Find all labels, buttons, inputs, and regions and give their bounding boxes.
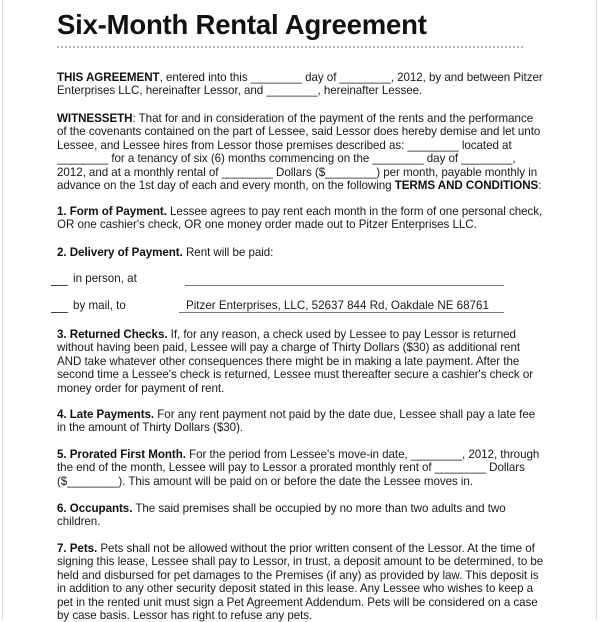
section-text: the end of the month, Lessee will pay to Lessor a prorated monthly rent of ________ Dollars — [57, 461, 525, 475]
delivery-option-in-person — [51, 272, 581, 288]
witnesseth-lead: WITNESSETH — [57, 112, 133, 125]
section-delivery-of-payment — [57, 246, 557, 259]
section-heading: 2. Delivery of Payment. — [57, 246, 183, 259]
section-heading: 5. Prorated First Month. — [57, 448, 186, 461]
section-text: money order for payment of rent. — [57, 381, 225, 395]
mail-address-field[interactable] — [179, 299, 504, 313]
section-late-payments — [57, 408, 557, 435]
section-text: If, for any reason, a check used by Lessee to pay Lessor is returned — [167, 328, 516, 341]
witnesseth-text: of the covenants contained on the part of Lessee, said Lessor does hereby demise and let unto — [57, 125, 541, 139]
witnesseth-text: : That for and in consideration of the payment of the rents and the performance — [132, 112, 534, 125]
section-text: in addition to any other security deposit stated in this lease. Any Lessee who wishes to keep a — [57, 582, 534, 596]
section-pets — [57, 542, 557, 622]
intro-text: Enterprises LLC, hereinafter Lessor, and ________, hereinafter Lessee. — [57, 84, 423, 98]
by-mail-checkbox-blank[interactable] — [51, 301, 68, 313]
terms-heading: TERMS AND CONDITIONS — [394, 179, 539, 193]
section-text: For any rent payment not paid by the date due, Lessee shall pay a late fee — [154, 408, 536, 421]
section-text: Pets shall not be allowed without the prior written consent of the Lessor. At the time of — [97, 542, 535, 555]
section-occupants — [57, 502, 557, 529]
delivery-option-by-mail — [51, 299, 581, 315]
section-text: Lessee agrees to pay rent each month in the form of one personal check, — [166, 205, 543, 218]
section-text: The said premises shall be occupied by no more than two adults and two — [132, 502, 506, 515]
title-divider — [57, 46, 523, 48]
section-text: AND take whatever other consequences there might be in making a late payment. After the — [57, 354, 520, 368]
section-heading: 7. Pets. — [57, 542, 98, 555]
section-text: ($________). This amount will be paid on or before the date the Lessee moves in. — [57, 474, 474, 488]
intro-paragraph — [57, 71, 557, 98]
section-heading: 3. Returned Checks. — [57, 328, 168, 341]
section-heading: 4. Late Payments. — [57, 408, 155, 421]
section-prorated-first-month — [57, 448, 557, 488]
section-text: signing this lease, Lessee shall pay to Lessor, in trust, a deposit amount to be determined, to be — [57, 555, 544, 569]
section-text: OR one cashier's check, OR one money order made out to Pitzer Enterprises LLC. — [57, 218, 477, 232]
section-text: in the amount of Thirty Dollars ($30). — [57, 421, 244, 435]
section-text: by case basis. Lessor has right to refuse any pets. — [57, 609, 313, 622]
section-returned-checks — [57, 328, 557, 395]
witnesseth-text: Lessee, and Lessee hires from Lessor those premises described as: ________ located at — [57, 138, 512, 152]
section-text: children. — [57, 515, 101, 529]
field-value: Pitzer Enterprises, LLC, 52637 844 Rd, Oakdale NE 68761 — [186, 299, 489, 312]
in-person-address-field[interactable] — [185, 272, 504, 286]
witnesseth-text: ________ for a tenancy of six (6) months commencing on the ________ day of ________, — [57, 152, 516, 166]
section-heading: 6. Occupants. — [57, 502, 133, 515]
witnesseth-paragraph — [57, 112, 557, 192]
option-label: in person, at — [73, 272, 137, 285]
field-value — [185, 272, 192, 285]
section-text: Rent will be paid: — [182, 246, 274, 259]
intro-text: , entered into this ________ day of ________, 2012, by and between Pitzer — [159, 71, 543, 84]
section-text: For the period from Lessee's move-in date, ________, 2012, through — [185, 448, 540, 461]
section-form-of-payment — [57, 205, 557, 232]
witnesseth-text: 2012, and at a monthly rental of ________ Dollars ($________) per month, payable monthly in — [57, 165, 538, 179]
option-label: by mail, to — [73, 299, 126, 312]
section-text: without having been paid, Lessee will pay a charge of Thirty Dollars ($30) as additional rent — [57, 341, 521, 355]
section-text: held and disbursed for pet damages to the Premises (if any) as provided by law. This deposit is — [57, 568, 539, 582]
witnesseth-text: advance on the 1st day of each and every month, on the following — [57, 179, 395, 193]
witnesseth-text: : — [538, 179, 542, 193]
intro-lead: THIS AGREEMENT — [57, 71, 160, 84]
section-text: second time a Lessee's check is returned, Lessee must thereafter secure a cashier's check or — [57, 368, 534, 382]
in-person-checkbox-blank[interactable] — [51, 274, 68, 286]
section-heading: 1. Form of Payment. — [57, 205, 167, 218]
section-text: pet in the rented unit must sign a Pet Agreement Addendum. Pets will be considered on a case — [57, 595, 538, 609]
document-title: Six-Month Rental Agreement — [57, 9, 427, 40]
